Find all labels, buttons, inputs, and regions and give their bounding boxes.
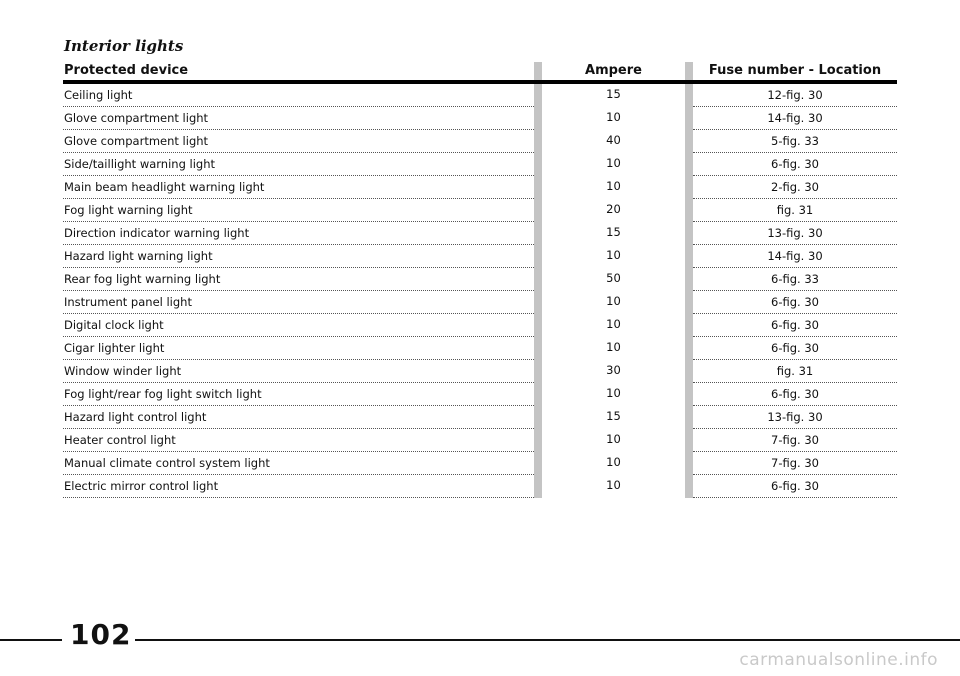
column-divider [534, 176, 542, 199]
cell-ampere: 10 [606, 248, 621, 262]
cell-fuse-location: 13-fig. 30 [693, 406, 897, 429]
cell-fuse-location: 6-fig. 30 [693, 153, 897, 176]
column-divider [685, 153, 693, 176]
column-divider [685, 245, 693, 268]
cell-fuse-location: 12-fig. 30 [693, 84, 897, 107]
column-divider [685, 62, 693, 80]
cell-ampere: 40 [606, 133, 621, 147]
column-divider [534, 84, 542, 107]
header-fuse-location: Fuse number - Location [708, 63, 882, 78]
cell-fuse-location: 14-fig. 30 [693, 245, 897, 268]
cell-protected-device: Ceiling light [63, 84, 534, 107]
cell-protected-device: Window winder light [63, 360, 534, 383]
cell-ampere: 10 [606, 386, 621, 400]
cell-protected-device: Fog light/rear fog light switch light [63, 383, 534, 406]
column-divider [534, 62, 542, 80]
cell-protected-device: Instrument panel light [63, 291, 534, 314]
column-divider [534, 406, 542, 429]
fuse-table [63, 62, 897, 498]
column-divider [534, 337, 542, 360]
column-divider [685, 452, 693, 475]
column-divider [534, 199, 542, 222]
column-divider [534, 429, 542, 452]
column-divider [534, 245, 542, 268]
column-divider [534, 314, 542, 337]
cell-ampere: 30 [606, 363, 621, 377]
column-divider [685, 475, 693, 498]
cell-ampere: 15 [606, 409, 621, 423]
column-divider [685, 199, 693, 222]
column-divider [534, 383, 542, 406]
cell-ampere: 10 [606, 294, 621, 308]
cell-fuse-location: 6-fig. 30 [693, 314, 897, 337]
cell-protected-device: Side/taillight warning light [63, 153, 534, 176]
cell-fuse-location: 7-fig. 30 [693, 452, 897, 475]
cell-fuse-location: 13-fig. 30 [693, 222, 897, 245]
column-divider [685, 337, 693, 360]
cell-protected-device: Manual climate control system light [63, 452, 534, 475]
column-divider [685, 406, 693, 429]
cell-protected-device: Digital clock light [63, 314, 534, 337]
cell-protected-device: Glove compartment light [63, 130, 534, 153]
section-title: Interior lights [64, 37, 184, 55]
cell-ampere: 50 [606, 271, 621, 285]
cell-ampere: 15 [606, 225, 621, 239]
cell-fuse-location: 6-fig. 30 [693, 475, 897, 498]
cell-ampere: 10 [606, 455, 621, 469]
column-divider [534, 291, 542, 314]
column-divider [534, 268, 542, 291]
column-divider [685, 360, 693, 383]
column-divider [685, 291, 693, 314]
column-divider [534, 107, 542, 130]
column-divider [685, 383, 693, 406]
cell-fuse-location: 6-fig. 30 [693, 291, 897, 314]
cell-ampere: 10 [606, 432, 621, 446]
column-divider [685, 429, 693, 452]
cell-fuse-location: 14-fig. 30 [693, 107, 897, 130]
cell-ampere: 15 [606, 87, 621, 101]
cell-protected-device: Cigar lighter light [63, 337, 534, 360]
watermark: carmanualsonline.info [739, 650, 938, 670]
cell-fuse-location: 2-fig. 30 [693, 176, 897, 199]
cell-protected-device: Main beam headlight warning light [63, 176, 534, 199]
cell-ampere: 10 [606, 340, 621, 354]
cell-ampere: 10 [606, 179, 621, 193]
cell-fuse-location: fig. 31 [693, 360, 897, 383]
cell-ampere: 10 [606, 110, 621, 124]
cell-fuse-location: 6-fig. 30 [693, 337, 897, 360]
cell-fuse-location: 6-fig. 33 [693, 268, 897, 291]
cell-fuse-location: 7-fig. 30 [693, 429, 897, 452]
column-divider [534, 360, 542, 383]
column-divider [685, 268, 693, 291]
cell-ampere: 10 [606, 478, 621, 492]
cell-protected-device: Hazard light control light [63, 406, 534, 429]
cell-protected-device: Electric mirror control light [63, 475, 534, 498]
cell-protected-device: Hazard light warning light [63, 245, 534, 268]
header-protected-device: Protected device [64, 63, 189, 78]
column-divider [685, 130, 693, 153]
column-divider [534, 222, 542, 245]
column-divider [685, 84, 693, 107]
column-divider [685, 176, 693, 199]
cell-ampere: 20 [606, 202, 621, 216]
header-ampere: Ampere [585, 63, 642, 78]
column-divider [534, 475, 542, 498]
cell-protected-device: Rear fog light warning light [63, 268, 534, 291]
column-divider [534, 130, 542, 153]
column-divider [534, 153, 542, 176]
page-number: 102 [66, 618, 135, 651]
fuse-table-grid [63, 62, 897, 498]
cell-fuse-location: 5-fig. 33 [693, 130, 897, 153]
cell-protected-device: Heater control light [63, 429, 534, 452]
cell-ampere: 10 [606, 156, 621, 170]
footer-line-left [0, 639, 62, 641]
column-divider [685, 222, 693, 245]
column-divider [534, 452, 542, 475]
cell-protected-device: Glove compartment light [63, 107, 534, 130]
cell-fuse-location: fig. 31 [693, 199, 897, 222]
column-divider [685, 314, 693, 337]
cell-fuse-location: 6-fig. 30 [693, 383, 897, 406]
column-divider [685, 107, 693, 130]
cell-ampere: 10 [606, 317, 621, 331]
footer-line-right [126, 639, 960, 641]
cell-protected-device: Fog light warning light [63, 199, 534, 222]
cell-protected-device: Direction indicator warning light [63, 222, 534, 245]
